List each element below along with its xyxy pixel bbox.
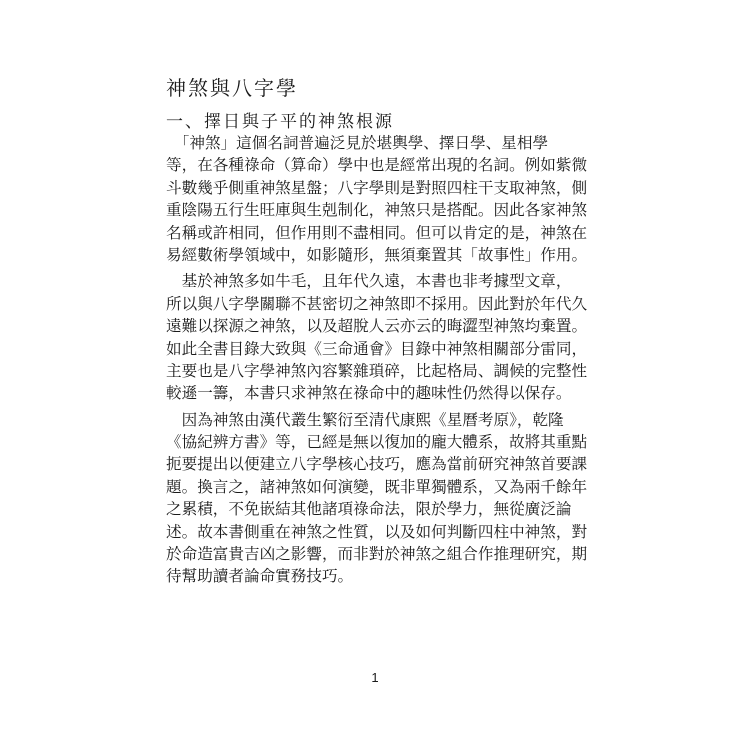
body-text <box>166 132 586 588</box>
text-line: 主要也是八字學神煞內容繁雜瑣碎，比起格局、調候的完整性 <box>166 361 588 380</box>
text-line: 因為神煞由漢代叢生繁衍至清代康熙《星曆考原》，乾隆 <box>166 410 564 429</box>
text-line: 斗數幾乎側重神煞星盤；八字學則是對照四柱干支取神煞，側 <box>166 178 588 197</box>
text-line: 《協紀辨方書》等，已經是無以復加的龐大體系，故將其重點 <box>166 433 588 452</box>
paragraph <box>166 409 586 588</box>
page-number: 1 <box>371 670 379 685</box>
text-line: 所以與八字學關聯不甚密切之神煞即不採用。因此對於年代久 <box>166 294 588 313</box>
text-line: 述。故本書側重在神煞之性質，以及如何判斷四柱中神煞，對 <box>166 522 588 541</box>
chapter-title: 神煞與八字學 <box>166 76 298 100</box>
text-line: 如此全書目錄大致與《三命通會》目錄中神煞相關部分雷同， <box>166 339 588 358</box>
text-line: 重陰陽五行生旺庫與生剋制化，神煞只是搭配。因此各家神煞 <box>166 201 588 220</box>
text-line: 易經數術學領域中，如影隨形，無須棄置其「故事性」作用。 <box>166 245 588 264</box>
text-line: 扼要提出以便建立八字學核心技巧，應為當前研究神煞首要課 <box>166 455 588 474</box>
paragraph <box>166 270 586 404</box>
section-title: 一、擇日與子平的神煞根源 <box>166 112 394 132</box>
text-line: 「神煞」這個名詞普遍泛見於堪輿學、擇日學、星相學 <box>166 134 549 152</box>
text-line: 之累積，不免嵌結其他諸項祿命法，限於學力，無從廣泛論 <box>166 500 572 519</box>
text-line: 於命造富貴吉凶之影響，而非對於神煞之組合作推理研究，期 <box>166 545 588 564</box>
paragraph <box>166 132 586 266</box>
text-line: 基於神煞多如牛毛，且年代久遠，本書也非考據型文章， <box>166 272 572 291</box>
text-line: 待幫助讀者論命實務技巧。 <box>166 567 354 586</box>
text-line: 較遜一籌，本書只求神煞在祿命中的趣味性仍然得以保存。 <box>166 384 572 403</box>
text-line: 等，在各種祿命（算命）學中也是經常出現的名詞。例如紫微 <box>166 156 588 175</box>
text-line: 名稱或許相同，但作用則不盡相同。但可以肯定的是，神煞在 <box>166 223 588 242</box>
text-line: 遠難以探源之神煞，以及超脫人云亦云的晦澀型神煞均棄置。 <box>166 317 588 336</box>
text-line: 題。換言之，諸神煞如何演變，既非單獨體系，又為兩千餘年 <box>166 477 588 496</box>
